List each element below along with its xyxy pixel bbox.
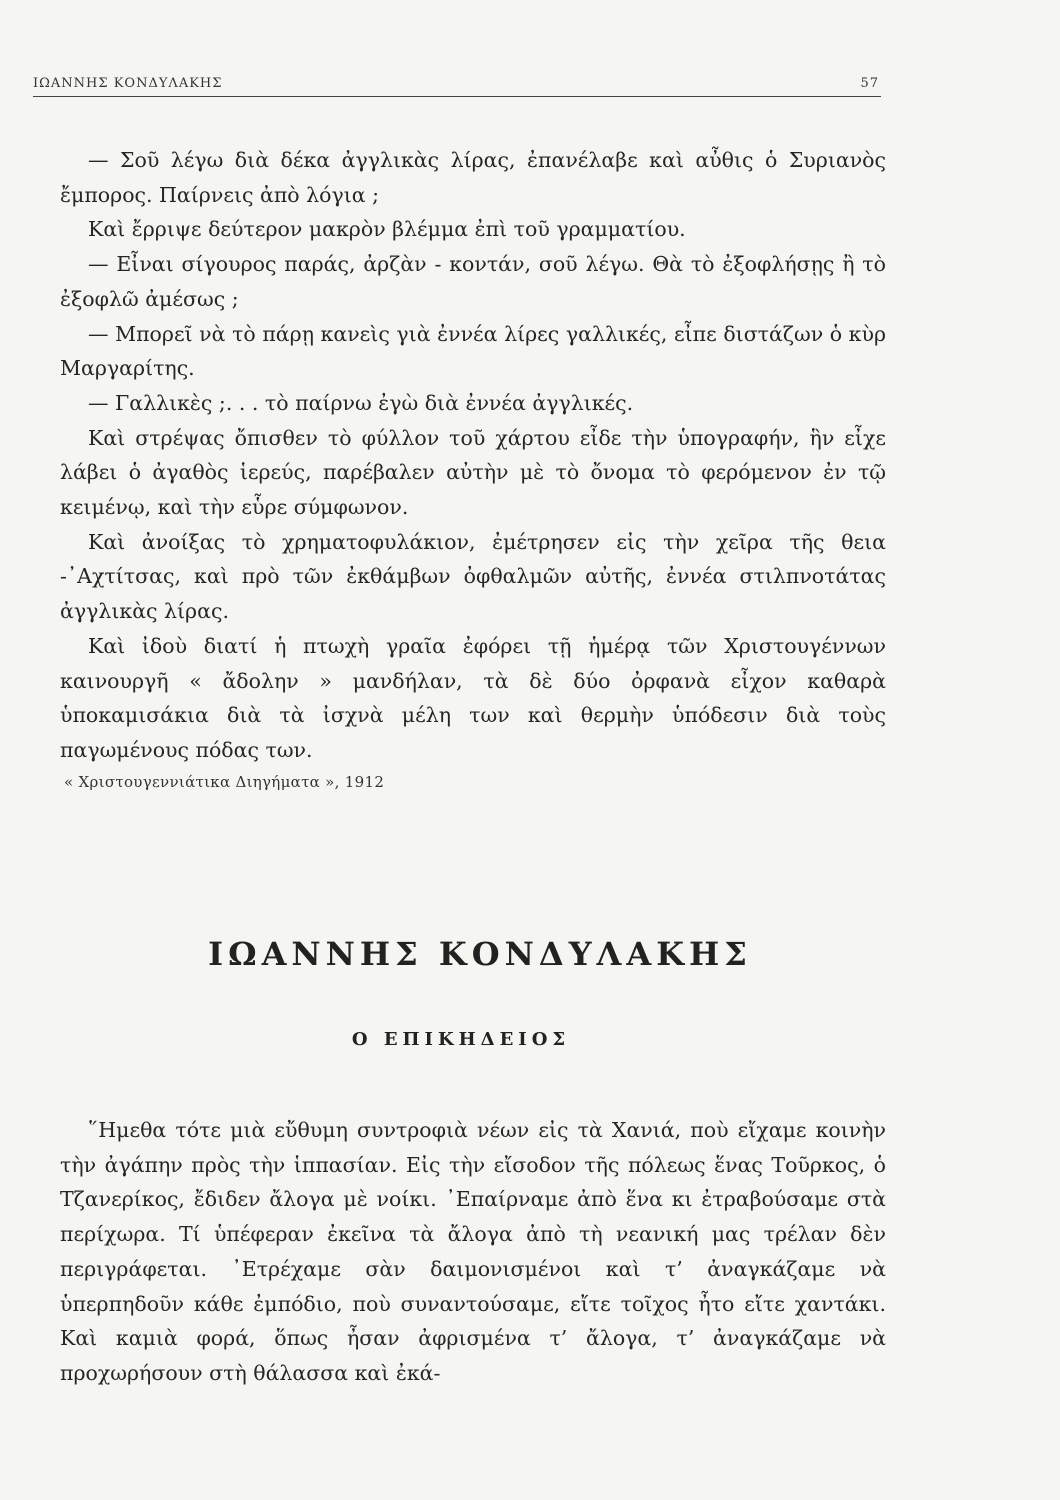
paragraph: Καὶ ἔρριψε δεύτερον μακρὸν βλέμμα ἐπὶ τοῦ γραμματίου. (88, 217, 686, 242)
paragraph: — Μπορεῖ νὰ τὸ πάρῃ κανεὶς γιὰ ἐννέα λίρες γαλλικές, εἶπε διστάζων ὁ κὺρ Μαργαρίτης. (60, 321, 886, 381)
paragraph: Καὶ στρέψας ὄπισθεν τὸ φύλλον τοῦ χάρτου εἶδε τὴν ὑπογραφήν, ἣν εἶχε λάβει ὁ ἀγαθὸς ἱερεύς, παρέβαλεν αὐτὴν μὲ τὸ ὄνομα τὸ φερόμενον ἐν τῷ κειμένῳ, καὶ τὴν εὗρε σύμφωνον. (60, 425, 886, 520)
running-title: ΙΩΑΝΝΗΣ ΚΟΝΔΥΛΑΚΗΣ (33, 76, 223, 91)
paragraph: — Εἶναι σίγουρος παράς, ἀρζὰν - κοντάν, σοῦ λέγω. Θὰ τὸ ἐξοφλήσῃς ἢ τὸ ἐξοφλῶ ἀμέσως ; (60, 252, 886, 311)
paragraph: ῞Ημεθα τότε μιὰ εὔθυμη συντροφιὰ νέων εἰς τὰ Χανιά, ποὺ εἴχαμε κοινὴν τὴν ἀγάπην πρὸς τὴν ἱππασίαν. Εἰς τὴν εἴσοδον τῆς πόλεως ἕνας Τοῦρκος, ὁ Τζανερίκος, ἔδιδεν ἄλογα μὲ νοίκι. ᾿Επαίρναμε ἀπὸ ἕνα κι ἐτραβούσαμε στὰ περίχωρα. Τί ὑπέφεραν ἐκεῖνα τὰ ἄλογα ἀπὸ τὴ νεανική μας τρέλαν δὲν περιγράφεται. ᾿Ετρέχαμε σὰν δαιμονισμένοι καὶ τ’ ἀναγκάζαμε νὰ ὑπερπηδοῦν κάθε ἐμπόδιο, ποὺ συναντούσαμε, εἴτε τοῖχος ἦτο εἴτε χαντάκι. Καὶ καμιὰ φορά, ὅπως ἦσαν ἀφρισμένα τ’ ἄλογα, τ’ ἀναγκάζαμε νὰ προχωρήσουν στὴ θάλασσα καὶ ἐκά- (60, 1118, 886, 1385)
paragraph: Καὶ ἀνοίξας τὸ χρηματοφυλάκιον, ἐμέτρησεν εἰς τὴν χεῖρα τῆς θεια -᾿Αχτίτσας, καὶ πρὸ τῶν ἐκθάμβων ὀφθαλμῶν αὐτῆς, ἐννέα στιλπνοτάτας ἀγγλικὰς λίρας. (60, 529, 886, 624)
header-rule (33, 96, 881, 97)
running-header (33, 76, 879, 91)
author-heading: ΙΩΑΝΝΗΣ ΚΟΝΔΥΛΑΚΗΣ (208, 935, 752, 973)
paragraph: Καὶ ἰδοὺ διατί ἡ πτωχὴ γραῖα ἐφόρει τῇ ἡμέρᾳ τῶν Χριστουγέννων καινουργῆ « ἄδολην » μανδήλαν, τὰ δὲ δύο ὀρφανὰ εἶχον καθαρὰ ὑποκαμισάκια διὰ τὰ ἰσχνὰ μέλη των καὶ θερμὴν ὑπόδεσιν διὰ τοὺς παγωμένους πόδας των. (60, 633, 886, 762)
upper-text (60, 143, 886, 768)
paragraph: — Σοῦ λέγω διὰ δέκα ἀγγλικὰς λίρας, ἐπανέλαβε καὶ αὖθις ὁ Συριανὸς ἔμπορος. Παίρνεις ἀπὸ λόγια ; (60, 148, 886, 207)
page-number: 57 (860, 76, 879, 91)
source-citation: « Χριστουγεννιάτικα Διηγήματα », 1912 (64, 773, 385, 791)
paragraph: — Γαλλικὲς ;. . . τὸ παίρνω ἐγὼ διὰ ἐννέα ἀγγλικές. (88, 390, 634, 415)
story-title: Ο ΕΠΙΚΗΔΕΙΟΣ (351, 1029, 571, 1050)
story-text (60, 1113, 886, 1391)
